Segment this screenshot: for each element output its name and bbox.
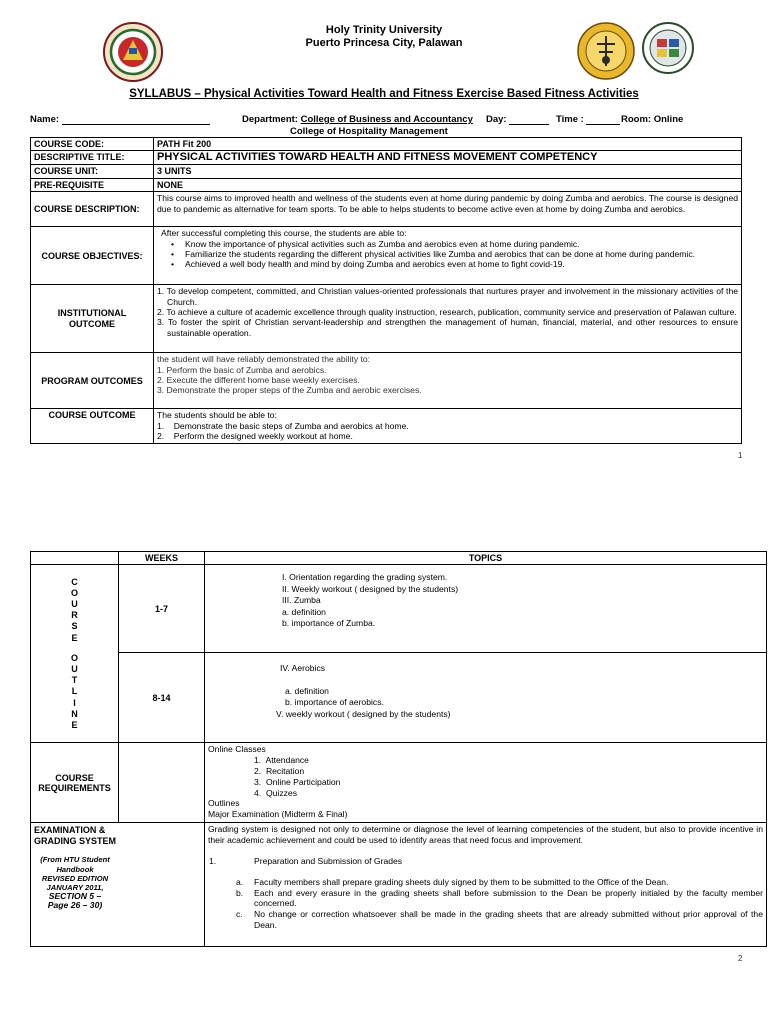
handbook-section: SECTION 5 – xyxy=(48,891,102,902)
weeks-1-7: 1-7 xyxy=(119,565,205,653)
course-requirements-content xyxy=(205,743,767,823)
grading-intro: Grading system is designed not only to determine or diagnose the level of learning competencies of the student, but also to provide incentive in their academic achievement and could be used to identify areas that need focus and improvement. xyxy=(208,824,763,846)
objectives-list xyxy=(157,239,738,270)
weeks-8-14: 8-14 xyxy=(119,653,205,743)
topic-item: II. Weekly workout ( designed by the students) xyxy=(282,583,459,594)
course-outcome-item: 2. Perform the designed weekly workout at home. xyxy=(157,431,353,442)
course-objectives-content xyxy=(154,227,742,285)
program-outcomes-intro: the student will have reliably demonstrated the ability to: xyxy=(157,354,371,365)
topics-1-7 xyxy=(205,565,767,653)
requirements-blank xyxy=(119,743,205,823)
grading-system-label-cell xyxy=(31,823,205,947)
vertical-letter: C xyxy=(71,576,78,587)
course-unit-value: 3 UNITS xyxy=(154,165,742,178)
weeks-header: WEEKS xyxy=(119,552,205,565)
handbook-edition: REVISED EDITION JANUARY 2011, xyxy=(41,873,109,893)
course-outcome-label: COURSE OUTCOME xyxy=(31,409,154,444)
course-info-table xyxy=(30,137,742,444)
grading-item-text: No change or correction whatsoever shall be made in the grading sheets that are already submitted without prior approval of the Dean. xyxy=(254,909,763,930)
time-label: Time : xyxy=(556,114,584,125)
course-outline-table xyxy=(30,551,767,947)
grading-section-title: Preparation and Submission of Grades xyxy=(254,856,403,866)
grading-section-number: 1. xyxy=(209,856,217,866)
descriptive-title-value: PHYSICAL ACTIVITIES TOWARD HEALTH AND FITNESS MOVEMENT COMPETENCY xyxy=(154,151,742,165)
outline-header-blank xyxy=(31,552,119,565)
topic-item: IV. Aerobics xyxy=(280,663,326,674)
topic-item: b. importance of aerobics. xyxy=(285,697,384,708)
grading-system-row xyxy=(31,823,767,947)
topic-item: I. Orientation regarding the grading system. xyxy=(282,572,448,583)
course-code-label: COURSE CODE: xyxy=(31,138,154,151)
institutional-outcome-content xyxy=(154,285,742,353)
grading-item xyxy=(208,888,763,910)
name-blank xyxy=(62,115,210,125)
course-unit-row xyxy=(31,165,742,178)
outline-row-2 xyxy=(31,653,767,743)
requirement-item: 3. Online Participation xyxy=(254,776,341,787)
course-objectives-label: COURSE OBJECTIVES: xyxy=(31,227,154,285)
course-requirements-label: COURSE REQUIREMENTS xyxy=(31,743,119,823)
topic-item: a. definition xyxy=(285,685,329,696)
day-blank xyxy=(509,115,549,125)
grading-system-label: EXAMINATION & GRADING SYSTEM xyxy=(34,825,117,847)
outlines: Outlines xyxy=(208,798,240,809)
vertical-letter: U xyxy=(71,664,78,674)
day-label: Day: xyxy=(486,114,507,125)
online-classes: Online Classes xyxy=(208,744,266,755)
grading-item-letter: c. xyxy=(236,909,243,920)
vertical-letter: N xyxy=(71,708,78,719)
program-outcome-item: 2. Execute the different home base weekly exercises. xyxy=(157,375,360,386)
handbook-pages: Page 26 – 30) xyxy=(47,900,103,911)
vertical-letter: R xyxy=(71,610,78,621)
institutional-outcome-item: 2. To achieve a culture of academic excellence through quality instruction, research, publication, community service and preservation of Palawan culture. xyxy=(157,307,737,318)
prerequisite-label: PRE-REQUISITE xyxy=(31,178,154,191)
course-requirements-row xyxy=(31,743,767,823)
topic-item: a. definition xyxy=(282,606,326,617)
institutional-outcome-item: 3. To foster the spirit of Christian servant-leadership and strengthen the management of human, financial, material, and other resources to ensure sustainable operation. xyxy=(157,317,738,338)
department-value-2: College of Hospitality Management xyxy=(290,126,448,137)
university-name: Holy Trinity University xyxy=(325,24,443,36)
course-outcome-row xyxy=(31,409,742,444)
course-description-value: This course aims to improved health and wellness of the students even at home during pandemic by doing Zumba and aerobics. The course is designed due to pandemic as alternative for team sports. To be able to helps students to become active even at home by doing Zumba and aerobics. xyxy=(154,192,742,227)
course-description-row xyxy=(31,192,742,227)
hospitality-seal-logo xyxy=(642,22,694,74)
topics-8-14 xyxy=(205,653,767,743)
grading-item xyxy=(208,877,763,888)
objective-item: • Know the importance of physical activities such as Zumba and aerobics even at home during pandemic. xyxy=(171,239,738,249)
topics-header: TOPICS xyxy=(205,552,767,565)
prerequisite-row xyxy=(31,178,742,191)
time-blank xyxy=(586,115,620,125)
course-outcome-item: 1. Demonstrate the basic steps of Zumba and aerobics at home. xyxy=(157,420,409,431)
vertical-letter: U xyxy=(71,598,78,609)
grading-system-content xyxy=(205,823,767,947)
page-number-1: 1 xyxy=(738,451,743,460)
grading-item-text: Faculty members shall prepare grading sheets duly signed by them to be submitted to the Office of the Dean. xyxy=(254,876,669,887)
vertical-letter: O xyxy=(70,652,78,663)
topic-item: III. Zumba xyxy=(282,595,321,606)
vertical-letter: I xyxy=(73,697,76,708)
vertical-letter: E xyxy=(71,720,78,731)
requirement-item: 2. Recitation xyxy=(254,766,305,776)
course-outcome-intro: The students should be able to: xyxy=(157,410,277,421)
grading-item-text: Each and every erasure in the grading sheets shall before submission to the Dean be properly initialed by the faculty member concerned. xyxy=(254,887,763,909)
vertical-letter: O xyxy=(70,587,78,598)
outline-header-row xyxy=(31,552,767,565)
course-outline-vertical-label xyxy=(31,565,119,743)
course-code-row xyxy=(31,138,742,151)
syllabus-title: SYLLABUS – Physical Activities Toward Health and Fitness Exercise Based Fitness Activities xyxy=(129,88,639,100)
room-label: Room: Online xyxy=(621,114,684,125)
descriptive-title-label: DESCRIPTIVE TITLE: xyxy=(31,151,154,165)
university-location: Puerto Princesa City, Palawan xyxy=(305,37,463,49)
vertical-letter: T xyxy=(71,675,78,686)
course-description-label: COURSE DESCRIPTION: xyxy=(31,192,154,227)
topic-item: b. importance of Zumba. xyxy=(282,618,376,629)
handbook-source: (From HTU Student Handbook xyxy=(40,855,110,874)
program-outcome-item: 3. Demonstrate the proper steps of the Zumba and aerobic exercises. xyxy=(157,385,422,396)
course-code-value: PATH Fit 200 xyxy=(154,138,742,151)
descriptive-title-row xyxy=(31,151,742,165)
institutional-outcome-row xyxy=(31,285,742,353)
course-outcome-content xyxy=(154,409,742,444)
program-outcome-item: 1. Perform the basic of Zumba and aerobics. xyxy=(157,364,327,375)
outline-row-1 xyxy=(31,565,767,653)
college-seal-logo xyxy=(577,22,635,80)
program-outcomes-content xyxy=(154,353,742,409)
grading-item-letter: a. xyxy=(236,876,244,887)
requirement-item: 4. Quizzes xyxy=(254,787,297,798)
program-outcomes-row xyxy=(31,353,742,409)
objective-item: • Achieved a well body health and mind by doing Zumba and aerobics even at home to fight covid-19. xyxy=(171,259,738,269)
vertical-letter: L xyxy=(71,686,78,697)
course-unit-label: COURSE UNIT: xyxy=(31,165,154,178)
department-label: Department: xyxy=(242,114,298,125)
prerequisite-value: NONE xyxy=(154,178,742,191)
topic-item: V. weekly workout ( designed by the students) xyxy=(276,708,451,719)
institutional-outcome-item: 1. To develop competent, committed, and Christian values-oriented professionals that nurtures prayer and involvement in the missionary activities of the Church. xyxy=(157,286,738,307)
requirement-item: 1. Attendance xyxy=(254,755,309,766)
grading-item xyxy=(208,909,763,931)
page-number-2: 2 xyxy=(738,954,743,963)
name-label: Name: xyxy=(30,114,60,125)
program-outcomes-label: PROGRAM OUTCOMES xyxy=(31,353,154,409)
objective-item: • Familiarize the students regarding the different physical activities like Zumba and aerobics that can be done at home during pandemic. xyxy=(171,249,738,259)
institutional-outcome-label: INSTITUTIONAL OUTCOME xyxy=(31,285,154,353)
grading-item-letter: b. xyxy=(236,887,244,898)
major-examination: Major Examination (Midterm & Final) xyxy=(208,809,348,820)
department-value: College of Business and Accountancy xyxy=(300,114,473,125)
vertical-letter: E xyxy=(71,632,78,643)
course-objectives-row xyxy=(31,227,742,285)
vertical-letter: S xyxy=(71,621,78,632)
objectives-intro: After successful completing this course, the students are able to: xyxy=(161,228,407,239)
